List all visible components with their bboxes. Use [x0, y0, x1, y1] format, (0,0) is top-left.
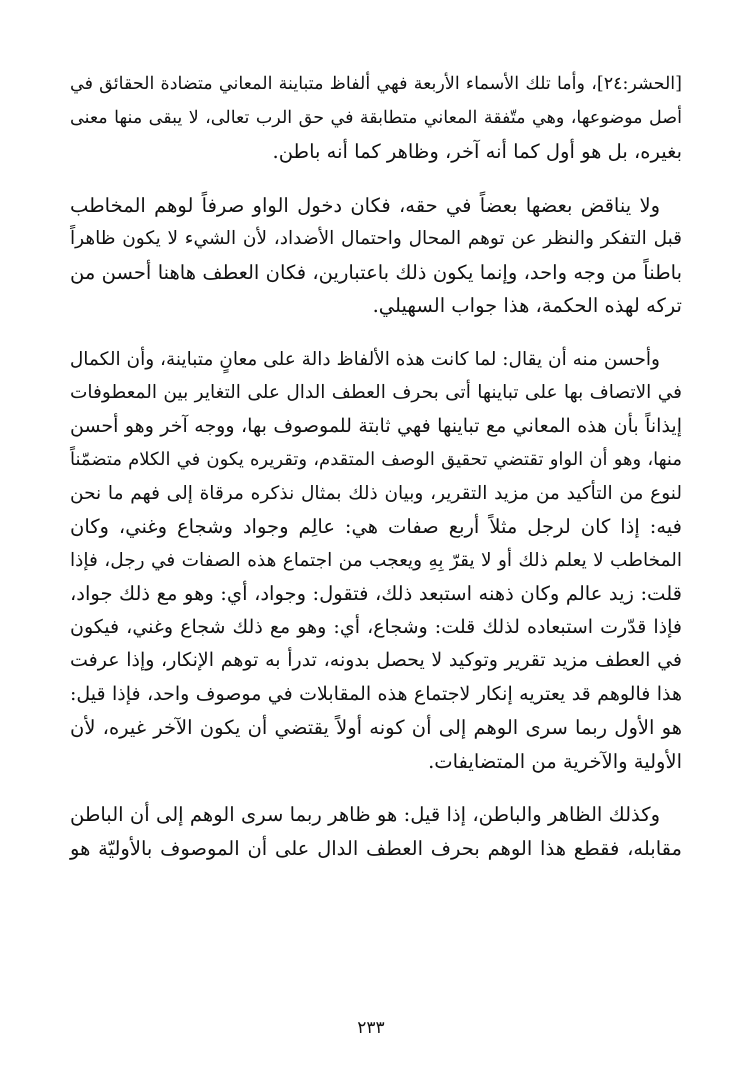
text-line: قبل التفكر والنظر عن توهم المحال واحتمال الأضداد، لأن الشيء لا يكون ظاهراً [70, 228, 682, 249]
text-line: مقابله، فقطع هذا الوهم بحرف العطف الدال على أن الموصوف بالأوليّة هو [70, 836, 682, 860]
page-body [70, 68, 682, 885]
paragraph-1 [70, 68, 682, 169]
paragraph-3 [70, 343, 682, 779]
text-line: باطناً من وجه واحد، وإنما يكون ذلك باعتبارين، فكان العطف هاهنا أحسن من [70, 260, 682, 284]
text-line: إيذاناً بأن هذه المعاني مع تباينها فهي ثابتة للموصوف بها، ووجه آخر وهو أحسن [70, 414, 682, 437]
text-line: هو الأول ربما سرى الوهم إلى أن كونه أولاً يقتضي أن يكون الآخر غيره، لأن [70, 716, 682, 739]
text-line: [الحشر:٢٤]، وأما تلك الأسماء الأربعة فهي ألفاظ متباينة المعاني متضادة الحقائق في [70, 74, 682, 94]
text-line: هذا فالوهم قد يعتريه إنكار لاجتماع هذه المقابلات في موصوف واحد، فإذا قيل: [70, 682, 682, 705]
text-line: أصل موضوعها، وهي متّفقة المعاني متطابقة في حق الرب تعالى، لا يبقى منها معنى [70, 107, 682, 128]
text-line: في الاتصاف بها على تباينها أتى بحرف العطف الدال على التغاير بين المعطوفات [70, 382, 682, 403]
text-line: ولا يناقض بعضها بعضاً في حقه، فكان دخول الواو صرفاً لوهم المخاطب [70, 193, 660, 217]
text-line: لنوع من التأكيد من مزيد التقرير، وبيان ذلك بمثال نذكره مرقاة إلى فهم ما نحن [70, 482, 682, 504]
text-line: بغيره، بل هو أول كما أنه آخر، وظاهر كما أنه باطن. [272, 140, 682, 163]
text-line: وأحسن منه أن يقال: لما كانت هذه الألفاظ دالة على معانٍ متباينة، وأن الكمال [69, 348, 660, 370]
paragraph-4 [70, 798, 682, 865]
paragraph-2 [70, 189, 682, 323]
text-line: فيه: إذا كان لرجل مثلاً أربع صفات هي: عالِم وجواد وشجاع وغني، وكان [70, 515, 682, 538]
text-line: منها، وهو أن الواو تقتضي تحقيق الوصف المتقدم، وتقريره يكون في الكلام متضمّناً [70, 449, 682, 470]
text-line: فإذا قدّرت استبعاده لذلك قلت: وشجاع، أي: وهو مع ذلك شجاع وغني، فيكون [70, 615, 682, 638]
text-line: في العطف مزيد تقرير وتوكيد لا يحصل بدونه، تدرأ به توهم الإنكار، وإذا عرفت [70, 649, 682, 671]
text-line: تركه لهذه الحكمة، هذا جواب السهيلي. [372, 294, 682, 317]
text-line: وكذلك الظاهر والباطن، إذا قيل: هو ظاهر ربما سرى الوهم إلى أن الباطن [70, 803, 660, 826]
page-number: ٢٣٣ [357, 1018, 385, 1038]
text-line: الأولية والآخرية من المتضايفات. [428, 749, 682, 773]
text-line: المخاطب لا يعلم ذلك أو لا يقرّ بِهِ ويعجب من اجتماع هذه الصفات في رجل، فإذا [70, 549, 682, 571]
text-line: قلت: زيد عالم وكان ذهنه استبعد ذلك، فتقول: وجواد، أي: وهو مع ذلك جواد، [70, 582, 682, 605]
